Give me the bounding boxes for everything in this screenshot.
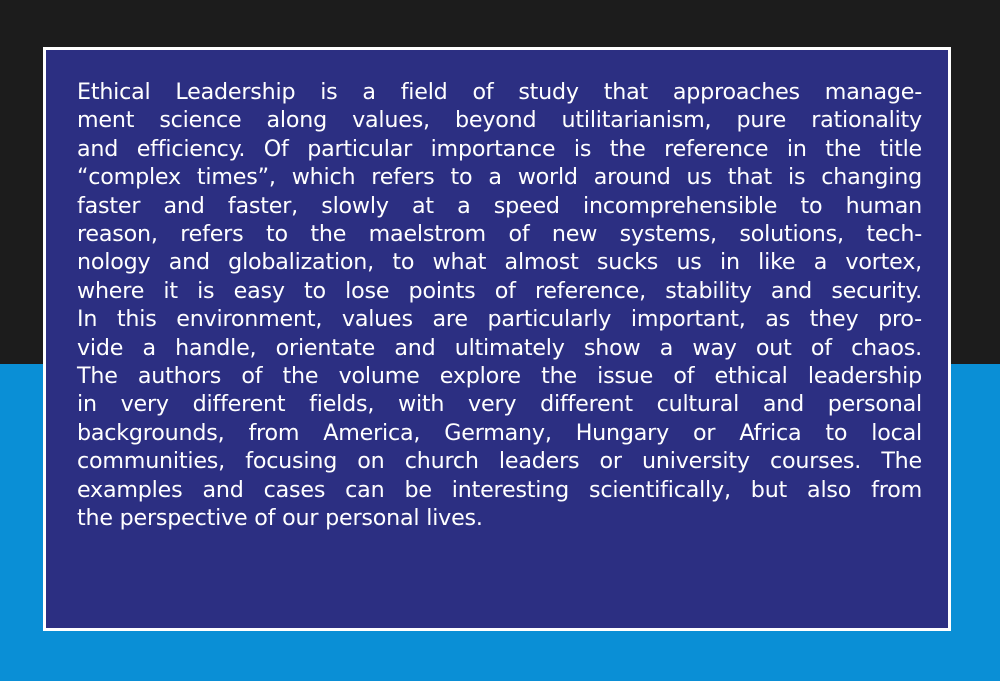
blurb-line: The authors of the volume explore the issue of ethical leadership [77,363,922,390]
blurb-line: and efficiency. Of particular importance is the reference in the title [77,135,922,162]
blurb-line: in very different fields, with very different cultural and personal [77,391,922,418]
blurb-line: examples and cases can be interesting scientifically, but also from [77,476,922,503]
blurb-line: the perspective of our personal lives. [77,505,483,532]
blurb-line: faster and faster, slowly at a speed incomprehensible to human [77,192,922,219]
blurb-line: vide a handle, orientate and ultimately show a way out of chaos. [77,334,922,361]
blurb-line: communities, focusing on church leaders or university courses. The [77,448,922,475]
blurb-line: ment science along values, beyond utilitarianism, pure rationality [77,107,922,134]
blurb-line: nology and globalization, to what almost sucks us in like a vortex, [77,249,922,276]
blurb-line: In this environment, values are particularly important, as they pro- [77,306,922,333]
blurb-line: “complex times”, which refers to a world around us that is changing [77,164,922,191]
blurb-text [77,78,922,533]
blurb-line: Ethical Leadership is a field of study that approaches manage- [77,79,922,105]
blurb-line: backgrounds, from America, Germany, Hungary or Africa to local [77,419,922,446]
blurb-line: where it is easy to lose points of reference, stability and security. [77,277,922,304]
blurb-line: reason, refers to the maelstrom of new systems, solutions, tech- [77,221,922,248]
